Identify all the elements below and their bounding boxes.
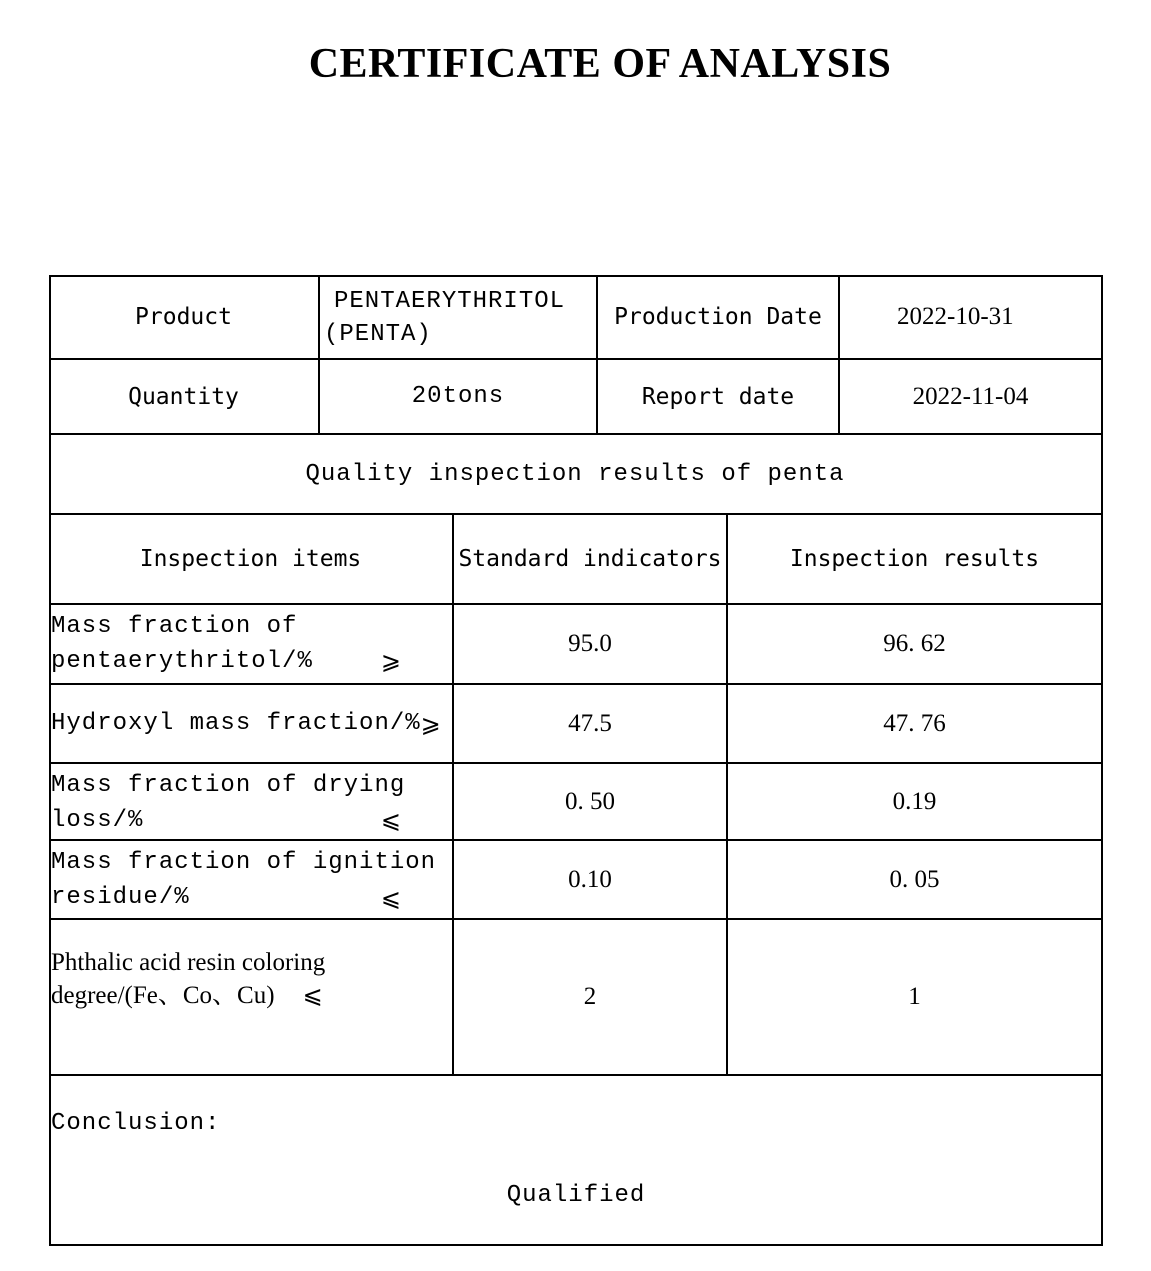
result-value: 0. 05: [889, 865, 940, 893]
result-value: 0.19: [892, 787, 937, 815]
section-title-cell: [49, 435, 1103, 515]
table-row-result: [728, 841, 1103, 920]
item-line: Mass fraction of ignition: [51, 849, 437, 876]
table-row-standard: [454, 764, 728, 841]
table-row-item: [49, 920, 454, 1076]
table-row-standard: [454, 841, 728, 920]
table-row-result: [728, 605, 1103, 685]
conclusion-value: Qualified: [506, 1182, 646, 1209]
result-value: 1: [908, 983, 921, 1010]
item-line: pentaerythritol/%: [51, 648, 313, 675]
item-line: Mass fraction of drying loss/%: [51, 772, 421, 834]
item-line: Hydroxyl mass fraction/%: [51, 710, 421, 737]
result-value: 96. 62: [883, 630, 946, 657]
standard-value: 2: [583, 983, 597, 1010]
greater-equal-symbol: ⩾: [420, 709, 442, 738]
product-name: PENTAERYTHRITOL: [334, 288, 566, 315]
result-value: 47. 76: [883, 709, 946, 737]
table-row-standard: [454, 685, 728, 764]
standard-value: 0.10: [568, 865, 612, 893]
table-row-item: [49, 841, 454, 920]
production-date-label: Production Date: [614, 303, 822, 330]
less-equal-symbol: ⩽: [302, 981, 323, 1009]
standard-value: 0. 50: [565, 787, 615, 815]
table-row-result: [728, 920, 1103, 1076]
column-header-standard-label: Standard indicators: [458, 546, 722, 572]
less-equal-symbol: ⩽: [380, 806, 402, 834]
item-line: Phthalic acid resin coloring: [51, 949, 326, 976]
column-header-results: [728, 515, 1103, 605]
table-row-standard: [454, 605, 728, 685]
analysis-table: [49, 275, 1103, 1246]
section-title: Quality inspection results of penta: [305, 460, 845, 488]
report-date-value: 2022-11-04: [912, 382, 1029, 410]
table-row-result: [728, 685, 1103, 764]
quantity-value-cell: [320, 360, 598, 435]
product-label: Product: [135, 303, 232, 330]
column-header-results-label: Inspection results: [789, 546, 1040, 572]
item-line: degree/(Fe、Co、Cu): [51, 982, 275, 1009]
standard-value: 47.5: [568, 709, 612, 737]
product-abbreviation: (PENTA): [324, 321, 432, 348]
report-date-label: Report date: [641, 383, 795, 410]
conclusion-cell: [49, 1076, 1103, 1246]
table-row-item: [49, 764, 454, 841]
report-date-value-cell: [840, 360, 1103, 435]
item-line: Mass fraction of: [51, 613, 298, 640]
quantity-value: 20tons: [411, 383, 505, 410]
table-row-result: [728, 764, 1103, 841]
production-date-label-cell: [598, 275, 840, 360]
production-date-value: 2022-10-31: [897, 302, 1014, 330]
table-row-standard: [454, 920, 728, 1076]
item-line: residue/%: [51, 884, 190, 911]
report-date-label-cell: [598, 360, 840, 435]
column-header-items: [49, 515, 454, 605]
quantity-label: Quantity: [128, 383, 239, 410]
quantity-label-cell: [49, 360, 320, 435]
standard-value: 95.0: [568, 630, 612, 657]
production-date-value-cell: [840, 275, 1103, 360]
conclusion-label: Conclusion:: [51, 1110, 221, 1137]
table-row-item: [49, 685, 454, 764]
product-label-cell: [49, 275, 320, 360]
less-equal-symbol: ⩽: [380, 884, 402, 912]
table-row-item: [49, 605, 454, 685]
column-header-items-label: Inspection items: [139, 546, 362, 572]
product-value-cell: [320, 275, 598, 360]
column-header-standard: [454, 515, 728, 605]
document-title: CERTIFICATE OF ANALYSIS: [308, 41, 892, 87]
greater-equal-symbol: ⩾: [380, 647, 402, 675]
